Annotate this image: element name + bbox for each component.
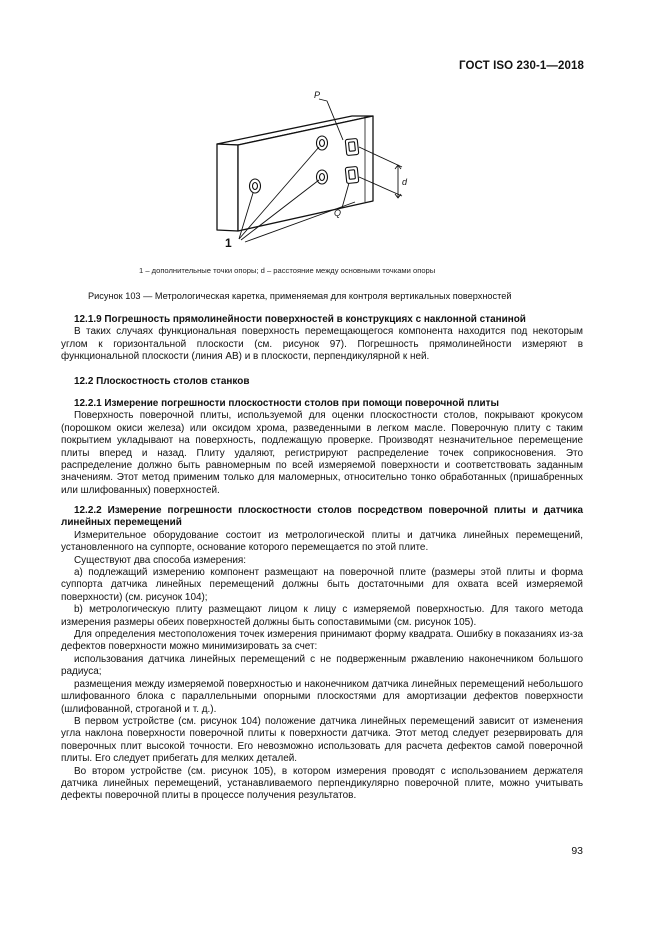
figure-caption: Рисунок 103 — Метрологическая каретка, применяемая для контроля вертикальных поверхностей bbox=[88, 291, 512, 301]
section-heading: 12.2.1 Измерение погрешности плоскостности столов при помощи поверочной плиты bbox=[74, 398, 500, 409]
section-12-2-1 bbox=[61, 398, 583, 497]
label-d: d bbox=[402, 177, 408, 187]
label-p: P bbox=[314, 90, 321, 100]
paragraph: Во втором устройстве (см. рисунок 105), в котором измерения проводят с использованием держателя датчика линейных перемещений, устанавливаемого перпендикулярно поверочной плите, можно учитывать дефекты поверочной плиты в процессе получения результатов. bbox=[61, 765, 583, 802]
section-heading: 12.1.9 Погрешность прямолинейности поверхностей в конструкциях с наклонной станиной bbox=[74, 314, 526, 325]
section-heading: 12.2.2 Измерение погрешности плоскостности столов посредством поверочной плиты и датчика линейных перемещений bbox=[61, 505, 583, 529]
list-item-b: b) метрологическую плиту размещают лицом к лицу с измеряемой поверхностью. Для такого метода измерения размеры обеих поверхностей должны быть сопоставимыми (см. рисунок 105). bbox=[61, 604, 583, 628]
section-12-2 bbox=[61, 376, 583, 388]
label-1: 1 bbox=[225, 236, 232, 250]
figure-103-drawing bbox=[195, 85, 435, 255]
section-heading: 12.2 Плоскостность столов станков bbox=[74, 376, 250, 387]
paragraph: размещения между измеряемой поверхностью и наконечником датчика линейных перемещений небольшого шлифованного блока с параллельными опорными плоскостями для амортизации дефектов поверхности (шлифованной, строганой и т. д.). bbox=[61, 678, 583, 715]
paragraph: Существуют два способа измерения: bbox=[74, 554, 247, 566]
paragraph: использования датчика линейных перемещений с не подверженным ржавлению наконечником большого радиуса; bbox=[61, 653, 583, 678]
document-header: ГОСТ ISO 230-1—2018 bbox=[459, 60, 584, 72]
page-number: 93 bbox=[571, 845, 583, 857]
paragraph: В таких случаях функциональная поверхность перемещающегося компонента находится под некоторым углом к горизонтальной плоскости (см. рисунок 97). Погрешность прямолинейности измеряют в функциональной плоскости (линия AB) и в плоскости, перпендикулярной к ней. bbox=[61, 326, 583, 363]
label-q: Q bbox=[334, 208, 342, 218]
section-12-2-2 bbox=[61, 505, 583, 803]
paragraph: Для определения местоположения точек измерения принимают форму квадрата. Ошибку в показаниях из-за дефектов поверхности можно минимизировать за счет: bbox=[61, 629, 583, 653]
figure-note: 1 – дополнительные точки опоры; d – расстояние между основными точками опоры bbox=[139, 266, 436, 275]
paragraph: В первом устройстве (см. рисунок 104) положение датчика линейных перемещений зависит от изменения угла наклона поверхности поверочной плиты к поверхности датчика. Этот метод следует резервировать для поверочных плит высокой точности. Его невозможно использовать для расчета дефектов самой поверочной плиты. Его следует прибегать для мелких деталей. bbox=[61, 715, 583, 765]
paragraph: Измерительное оборудование состоит из метрологической плиты и датчика линейных перемещений, установленного на суппорте, основание которого перемещается по этой плите. bbox=[61, 529, 583, 554]
section-12-1-9 bbox=[61, 314, 583, 364]
paragraph: Поверхность поверочной плиты, используемой для оценки плоскостности столов, покрывают крокусом (порошком окиси железа) или оксидом хрома, разведенными в легком масле. Поверочную плиту с таким покрытием укладывают на поверхность, подлежащую проверке. Производят незначительное перемещение плиты вперед и назад. Плиту удаляют, регистрируют распределение точек соприкосновения. Это распределение должно быть равномерным по всей измеряемой поверхности и соответствовать заданным значениям. Этот метод применим только для маломерных, относительно тонко обработанных (пришабренных или шлифованных) поверхностей. bbox=[61, 410, 583, 496]
list-item-a: a) подлежащий измерению компонент размещают на поверочной плите (размеры этой плиты и форма суппорта датчика линейных перемещений должны быть достаточными для охвата всей измеряемой поверхности) (см. рисунок 104); bbox=[61, 567, 583, 603]
